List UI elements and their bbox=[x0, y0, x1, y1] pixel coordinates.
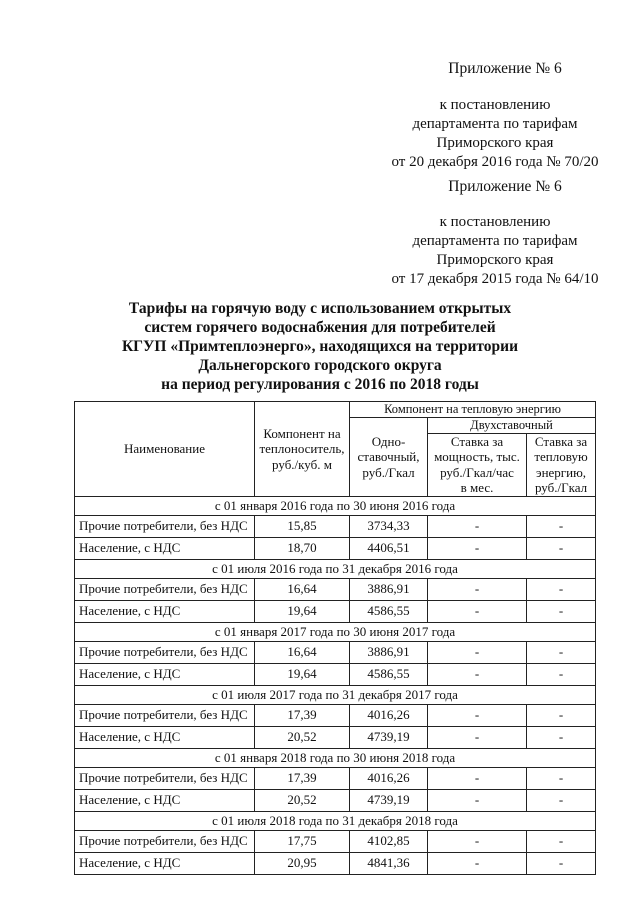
cell-name: Прочие потребители, без НДС bbox=[75, 641, 255, 663]
cell-name: Прочие потребители, без НДС bbox=[75, 830, 255, 852]
header-capacity-rate bbox=[428, 433, 527, 496]
cell-single-rate: 4586,55 bbox=[350, 600, 428, 622]
cell-carrier: 20,52 bbox=[255, 726, 350, 748]
cell-name: Население, с НДС bbox=[75, 726, 255, 748]
period-label: с 01 июля 2017 года по 31 декабря 2017 года bbox=[75, 685, 596, 704]
header-energy-rate-line: тепловую bbox=[534, 449, 588, 464]
appendix-current-line2: департамента по тарифам bbox=[412, 116, 578, 132]
cell-single-rate: 4016,26 bbox=[350, 704, 428, 726]
cell-carrier: 19,64 bbox=[255, 663, 350, 685]
cell-capacity-rate: - bbox=[428, 704, 527, 726]
table-row bbox=[75, 789, 596, 811]
cell-name: Прочие потребители, без НДС bbox=[75, 578, 255, 600]
cell-carrier: 18,70 bbox=[255, 537, 350, 559]
appendix-current-title: Приложение № 6 bbox=[448, 60, 562, 77]
header-energy: Компонент на тепловую энергию bbox=[350, 402, 596, 418]
header-single-rate bbox=[350, 418, 428, 497]
cell-capacity-rate: - bbox=[428, 515, 527, 537]
cell-energy-rate: - bbox=[527, 515, 596, 537]
period-label: с 01 января 2018 года по 30 июня 2018 года bbox=[75, 748, 596, 767]
cell-energy-rate: - bbox=[527, 663, 596, 685]
period-label: с 01 июля 2018 года по 31 декабря 2018 года bbox=[75, 811, 596, 830]
cell-carrier: 17,39 bbox=[255, 704, 350, 726]
period-label: с 01 января 2016 года по 30 июня 2016 года bbox=[75, 496, 596, 515]
cell-carrier: 15,85 bbox=[255, 515, 350, 537]
period-row bbox=[75, 496, 596, 515]
cell-carrier: 17,39 bbox=[255, 767, 350, 789]
header-carrier-line: теплоноситель, bbox=[259, 441, 345, 456]
cell-single-rate: 4739,19 bbox=[350, 789, 428, 811]
header-single-rate-line: ставочный, bbox=[357, 449, 420, 464]
cell-single-rate: 4102,85 bbox=[350, 830, 428, 852]
table-row bbox=[75, 600, 596, 622]
table-row bbox=[75, 578, 596, 600]
header-carrier-line: Компонент на bbox=[263, 425, 341, 441]
title-line: КГУП «Примтеплоэнерго», находящихся на территории bbox=[121, 338, 519, 355]
cell-single-rate: 4406,51 bbox=[350, 537, 428, 559]
cell-name: Прочие потребители, без НДС bbox=[75, 767, 255, 789]
cell-energy-rate: - bbox=[527, 704, 596, 726]
title-line: Тарифы на горячую воду с использованием открытых bbox=[128, 300, 512, 317]
period-label: с 01 июля 2016 года по 31 декабря 2016 года bbox=[75, 559, 596, 578]
header-carrier-line: руб./куб. м bbox=[272, 456, 332, 472]
cell-name: Население, с НДС bbox=[75, 852, 255, 874]
period-row bbox=[75, 559, 596, 578]
cell-single-rate: 3886,91 bbox=[350, 578, 428, 600]
period-row bbox=[75, 622, 596, 641]
period-label: с 01 января 2017 года по 30 июня 2017 года bbox=[75, 622, 596, 641]
cell-name: Прочие потребители, без НДС bbox=[75, 515, 255, 537]
cell-carrier: 16,64 bbox=[255, 641, 350, 663]
cell-capacity-rate: - bbox=[428, 663, 527, 685]
cell-single-rate: 4016,26 bbox=[350, 767, 428, 789]
title-line: систем горячего водоснабжения для потребителей bbox=[144, 319, 496, 336]
table-row bbox=[75, 767, 596, 789]
tariff-table bbox=[74, 401, 596, 875]
cell-energy-rate: - bbox=[527, 600, 596, 622]
cell-single-rate: 4739,19 bbox=[350, 726, 428, 748]
header-capacity-line: мощность, тыс. bbox=[434, 449, 520, 464]
appendix-previous-line1: к постановлению bbox=[439, 214, 551, 230]
title-line: Дальнегорского городского округа bbox=[198, 357, 442, 374]
cell-single-rate: 4586,55 bbox=[350, 663, 428, 685]
table-row bbox=[75, 641, 596, 663]
header-carrier bbox=[255, 402, 350, 497]
cell-capacity-rate: - bbox=[428, 537, 527, 559]
header-energy-rate-line: Ставка за bbox=[534, 433, 588, 449]
cell-capacity-rate: - bbox=[428, 600, 527, 622]
title-line: на период регулирования с 2016 по 2018 годы bbox=[161, 376, 479, 393]
cell-name: Население, с НДС bbox=[75, 537, 255, 559]
cell-capacity-rate: - bbox=[428, 789, 527, 811]
cell-carrier: 16,64 bbox=[255, 578, 350, 600]
cell-energy-rate: - bbox=[527, 537, 596, 559]
appendix-current-reference bbox=[360, 96, 630, 172]
cell-capacity-rate: - bbox=[428, 641, 527, 663]
header-energy-rate-line: руб./Гкал bbox=[534, 480, 588, 495]
header-capacity-line: Ставка за bbox=[450, 433, 504, 449]
header-two-rate: Двухставочный bbox=[428, 418, 596, 434]
table-row bbox=[75, 663, 596, 685]
cell-capacity-rate: - bbox=[428, 830, 527, 852]
table-row bbox=[75, 830, 596, 852]
cell-capacity-rate: - bbox=[428, 852, 527, 874]
cell-energy-rate: - bbox=[527, 830, 596, 852]
cell-capacity-rate: - bbox=[428, 767, 527, 789]
table-row bbox=[75, 537, 596, 559]
cell-carrier: 17,75 bbox=[255, 830, 350, 852]
cell-energy-rate: - bbox=[527, 789, 596, 811]
cell-name: Население, с НДС bbox=[75, 600, 255, 622]
cell-energy-rate: - bbox=[527, 726, 596, 748]
cell-capacity-rate: - bbox=[428, 578, 527, 600]
document-title bbox=[90, 299, 550, 394]
cell-energy-rate: - bbox=[527, 641, 596, 663]
cell-single-rate: 3734,33 bbox=[350, 515, 428, 537]
header-single-rate-line: Одно- bbox=[371, 433, 406, 449]
cell-energy-rate: - bbox=[527, 578, 596, 600]
header-capacity-line: руб./Гкал/час bbox=[440, 464, 514, 480]
table-row bbox=[75, 852, 596, 874]
appendix-previous-reference bbox=[360, 213, 630, 289]
table-row bbox=[75, 726, 596, 748]
cell-energy-rate: - bbox=[527, 767, 596, 789]
cell-carrier: 19,64 bbox=[255, 600, 350, 622]
header-energy-rate bbox=[527, 433, 596, 496]
header-name: Наименование bbox=[75, 402, 255, 497]
header-single-rate-line: руб./Гкал bbox=[362, 464, 415, 480]
appendix-previous-line4: от 17 декабря 2015 года № 64/10 bbox=[391, 271, 599, 287]
cell-carrier: 20,52 bbox=[255, 789, 350, 811]
header-energy-rate-line: энергию, bbox=[535, 464, 587, 480]
cell-single-rate: 3886,91 bbox=[350, 641, 428, 663]
appendix-previous-line2: департамента по тарифам bbox=[412, 233, 578, 249]
table-row bbox=[75, 515, 596, 537]
cell-name: Прочие потребители, без НДС bbox=[75, 704, 255, 726]
cell-name: Население, с НДС bbox=[75, 663, 255, 685]
cell-single-rate: 4841,36 bbox=[350, 852, 428, 874]
appendix-previous-line3: Приморского края bbox=[436, 252, 554, 268]
period-row bbox=[75, 748, 596, 767]
period-row bbox=[75, 811, 596, 830]
header-capacity-line: в мес. bbox=[460, 480, 494, 495]
table-row bbox=[75, 704, 596, 726]
appendix-previous-title: Приложение № 6 bbox=[448, 178, 562, 195]
appendix-current-line4: от 20 декабря 2016 года № 70/20 bbox=[391, 154, 599, 170]
cell-name: Население, с НДС bbox=[75, 789, 255, 811]
cell-energy-rate: - bbox=[527, 852, 596, 874]
cell-capacity-rate: - bbox=[428, 726, 527, 748]
cell-carrier: 20,95 bbox=[255, 852, 350, 874]
appendix-current-line1: к постановлению bbox=[439, 97, 551, 113]
appendix-current-line3: Приморского края bbox=[436, 135, 554, 151]
period-row bbox=[75, 685, 596, 704]
